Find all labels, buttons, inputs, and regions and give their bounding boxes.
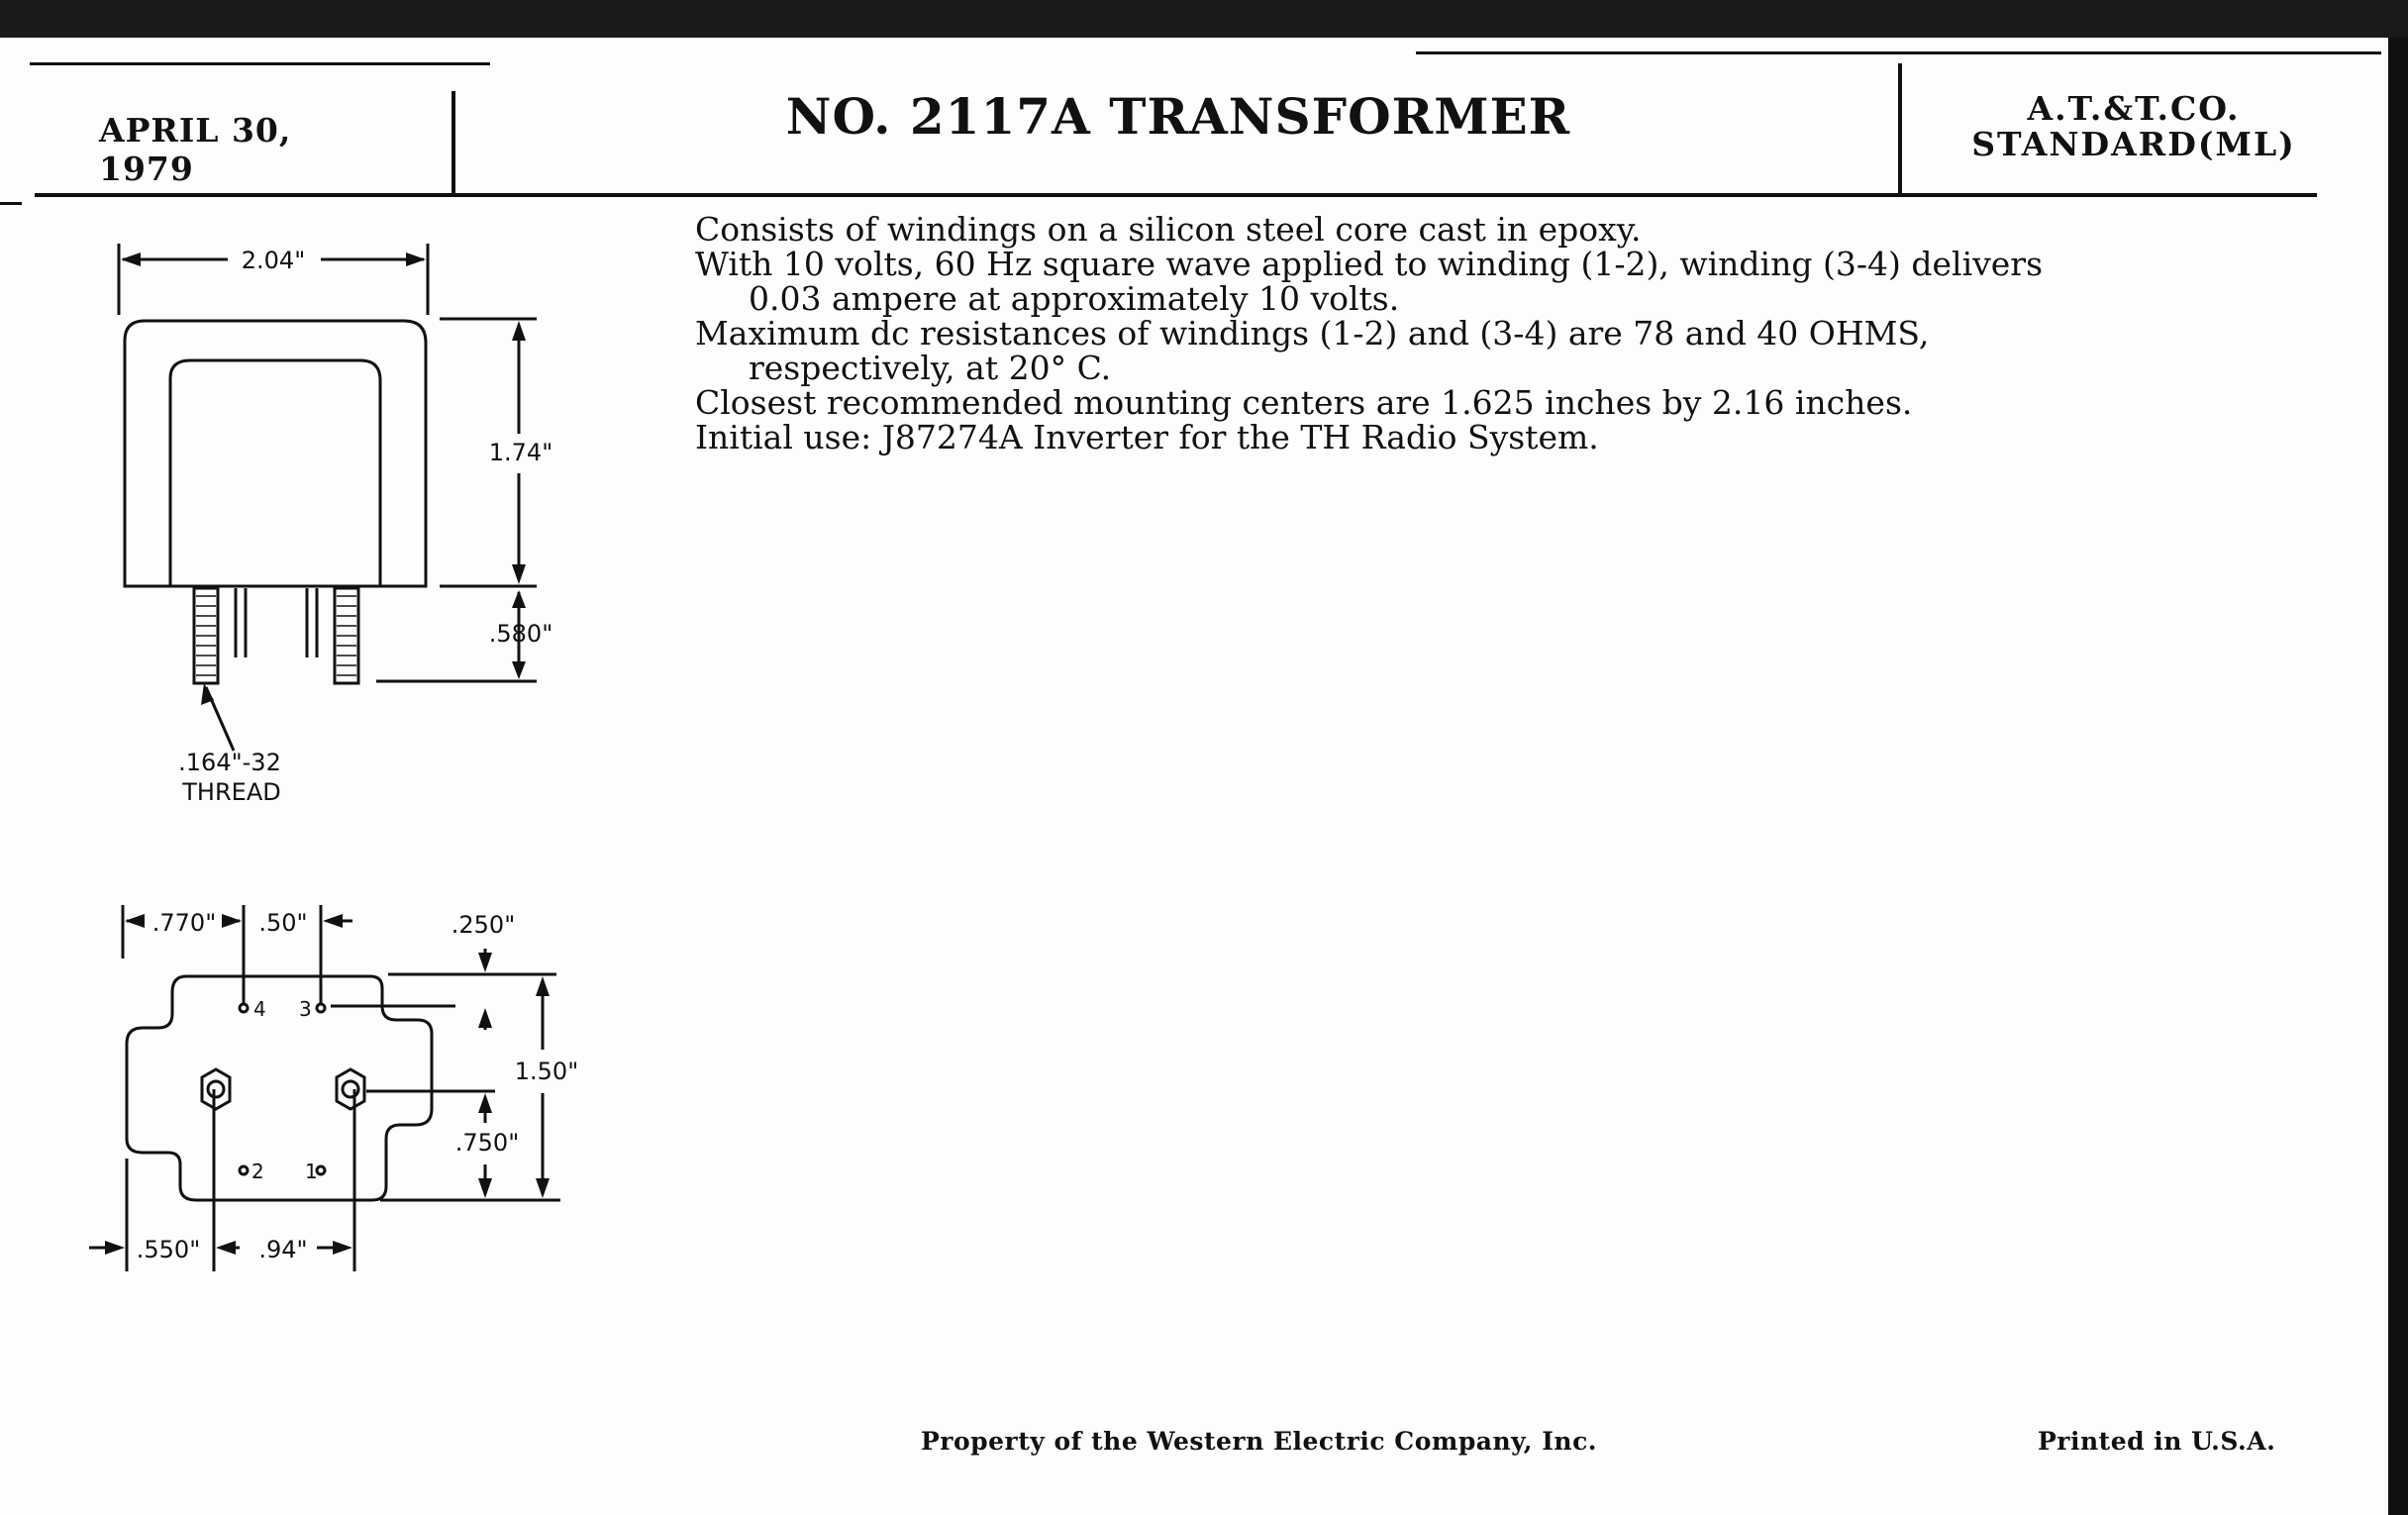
height-label: 1.74"	[488, 439, 553, 466]
terminal-1-label: 1	[305, 1160, 318, 1183]
mounting-hole-right	[343, 1081, 358, 1097]
dim-770-label: .770"	[151, 909, 217, 937]
header-top-rule-right	[1416, 51, 2381, 54]
org-line-2: STANDARD(ML)	[1971, 125, 2296, 163]
terminal-4-label: 4	[253, 997, 266, 1021]
dim-750-arrow-bottom	[478, 1178, 492, 1198]
terminal-2-label: 2	[251, 1160, 264, 1183]
dim-550-label: .550"	[136, 1236, 201, 1263]
terminal-3-label: 3	[299, 997, 312, 1021]
description-line-5: Initial use: J87274A Inverter for the TH Radio System.	[695, 418, 1599, 456]
description-line-1: Consists of windings on a silicon steel core cast in epoxy.	[695, 210, 1642, 249]
transformer-inner-outline	[170, 360, 380, 586]
description-line-2b: 0.03 ampere at approximately 10 volts.	[749, 279, 1400, 318]
dim-550-arrow	[105, 1241, 125, 1255]
pin-arrow-bottom	[512, 661, 526, 679]
side-view-drawing	[0, 0, 693, 1317]
description-line-3	[695, 316, 2076, 385]
thread-lines-right	[337, 596, 356, 675]
dim-50-label: .50"	[258, 909, 308, 937]
height-arrow-top	[512, 321, 526, 341]
org-line-1: A.T.&T.CO.	[2027, 89, 2241, 128]
dim-250-label: .250"	[451, 911, 516, 939]
height-arrow-bottom	[512, 564, 526, 584]
width-arrow-left	[121, 252, 141, 266]
description-line-2	[695, 247, 2076, 316]
dim-250-arrow-bottom	[478, 1008, 492, 1028]
bottom-outline	[127, 976, 432, 1200]
dim-150-arrow-bottom	[536, 1178, 550, 1198]
width-label: 2.04"	[241, 247, 306, 274]
dim-94-arrow-left	[216, 1241, 236, 1255]
description-line-4: Closest recommended mounting centers are 1.625 inches by 2.16 inches.	[695, 383, 1913, 422]
terminal-3	[317, 1004, 325, 1012]
terminal-2	[240, 1166, 248, 1174]
pin-arrow-top	[512, 590, 526, 608]
description-line-3b: respectively, at 20° C.	[749, 349, 1112, 387]
mounting-hole-left	[208, 1081, 224, 1097]
thread-size-label: .164"-32	[178, 749, 281, 776]
description-line-3a: Maximum dc resistances of windings (1-2) and (3-4) are 78 and 40 OHMS,	[695, 314, 1930, 353]
description-block	[695, 212, 2076, 454]
width-arrow-right	[406, 252, 426, 266]
dim-250-arrow-top	[478, 953, 492, 972]
pin-length-label: .580"	[488, 620, 553, 648]
terminal-1	[317, 1166, 325, 1174]
dim-50-arrow	[323, 914, 343, 928]
dim-750-arrow-top	[478, 1093, 492, 1113]
terminal-4	[240, 1004, 248, 1012]
issue-date: APRIL 30, 1979	[99, 111, 292, 188]
thread-label: THREAD	[182, 778, 281, 806]
description-line-2a: With 10 volts, 60 Hz square wave applied to winding (1-2), winding (3-4) delivers	[695, 245, 2044, 283]
mounting-stud-left	[202, 1069, 230, 1109]
dim-150-arrow-top	[536, 976, 550, 996]
property-notice: Property of the Western Electric Company, Inc.	[921, 1427, 1598, 1456]
thread-lines-left	[196, 596, 216, 675]
dim-770-arrow-right	[222, 914, 242, 928]
printed-notice: Printed in U.S.A.	[2038, 1427, 2276, 1456]
scan-edge	[2388, 38, 2408, 1515]
standard-org	[1906, 91, 2361, 162]
dim-94-label: .94"	[258, 1236, 308, 1263]
dim-750-label: .750"	[454, 1129, 520, 1157]
dim-770-arrow-left	[125, 914, 145, 928]
dim-150-label: 1.50"	[514, 1058, 579, 1085]
page-title: NO. 2117A TRANSFORMER	[785, 87, 1571, 146]
mounting-stud-right	[337, 1069, 364, 1109]
dim-94-arrow-right	[333, 1241, 352, 1255]
